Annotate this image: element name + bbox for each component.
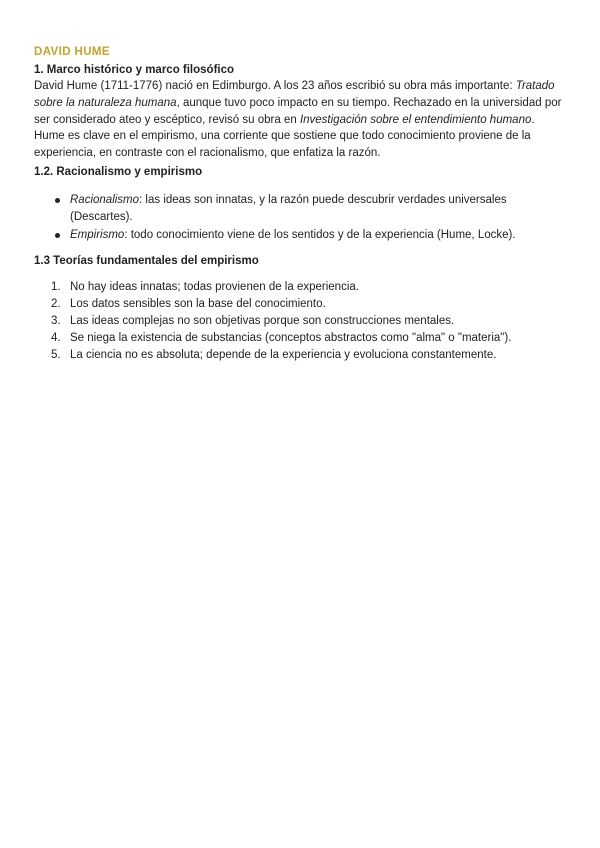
bullet-term: Racionalismo [70, 193, 140, 206]
section-1-heading: 1. Marco histórico y marco filosófico [34, 64, 235, 76]
section-1-3-heading: 1.3 Teorías fundamentales del empirismo [34, 255, 259, 268]
numbered-list [34, 279, 566, 363]
paragraph-text-3: . Hume es clave en el empirismo, una corriente que sostiene que todo conocimiento proviene de la experiencia, en contraste con el racionalismo, que enfatiza la razón. [34, 113, 535, 160]
bullet-text: : todo conocimiento viene de los sentidos y de la experiencia (Hume, Locke). [124, 228, 516, 241]
list-item [70, 192, 566, 226]
document-title: DAVID HUME [34, 46, 110, 58]
paragraph-text-2: , aunque tuvo poco impacto en su tiempo. Rechazado en la universidad por ser considerado ateo y escéptico, revisó su obra en [34, 96, 562, 126]
bullet-list [34, 192, 566, 243]
item-number: 5. [51, 348, 61, 361]
section-1-2-heading: 1.2. Racionalismo y empirismo [34, 165, 203, 178]
item-number: 2. [51, 298, 61, 311]
item-number: 4. [51, 331, 61, 344]
section-1-paragraph [34, 78, 566, 162]
item-text: Se niega la existencia de substancias (conceptos abstractos como "alma" o "materia"). [70, 331, 512, 344]
item-text: Los datos sensibles son la base del conocimiento. [70, 298, 326, 311]
item-text: Las ideas complejas no son objetivas porque son construcciones mentales. [70, 314, 455, 327]
paragraph-text-1: David Hume (1711-1776) nació en Edimburgo. A los 23 años escribió su obra más importante: [34, 80, 516, 92]
list-item [51, 279, 566, 296]
list-item [70, 227, 566, 244]
bullet-icon [55, 233, 60, 238]
list-item [51, 330, 566, 347]
bullet-term: Empirismo [70, 228, 125, 241]
list-item [51, 296, 566, 313]
work-title-tratado: Tratado sobre la naturaleza humana [34, 80, 555, 109]
item-number: 3. [51, 314, 61, 327]
item-text: No hay ideas innatas; todas provienen de la experiencia. [70, 281, 359, 294]
item-number: 1. [51, 281, 61, 294]
list-item [51, 313, 566, 330]
work-title-investigacion: Investigación sobre el entendimiento humano [299, 113, 532, 126]
document-content [34, 44, 566, 363]
list-item [51, 347, 566, 364]
bullet-text: : las ideas son innatas, y la razón puede descubrir verdades universales (Descartes). [70, 193, 507, 223]
item-text: La ciencia no es absoluta; depende de la experiencia y evoluciona constantemente. [70, 348, 497, 361]
bullet-icon [55, 198, 60, 203]
